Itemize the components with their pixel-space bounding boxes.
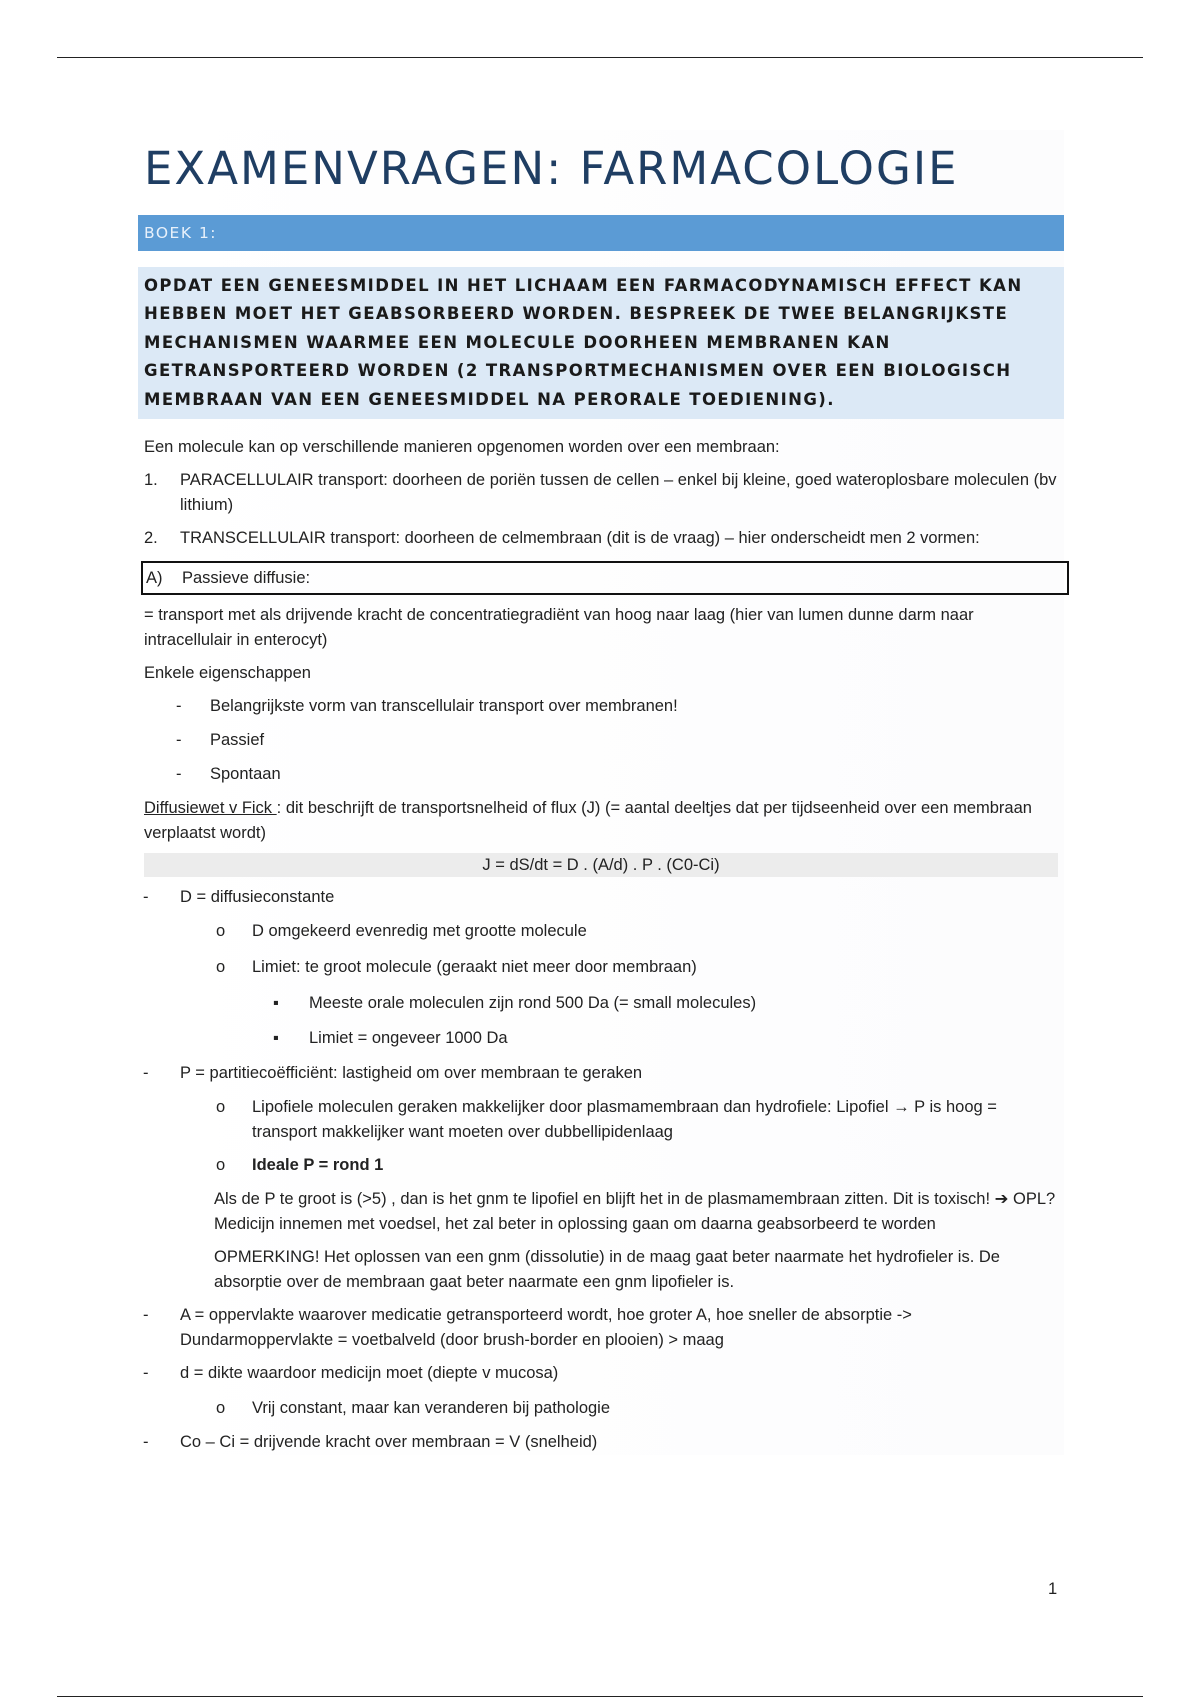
list-item: - Co – Ci = drijvende kracht over membraan = V (snelheid) <box>143 1433 598 1451</box>
list-item: - D = diffusieconstante <box>143 888 335 906</box>
p-note: OPMERKING! Het oplossen van een gnm (dissolutie) in de maag gaat beter naarmate het hydrofieler is. De absorptie over de membraan gaat beter naarmate een gnm lipofieler is. <box>214 1248 1000 1291</box>
list-item: o Lipofiele moleculen geraken makkelijker door plasmamembraan dan hydrofiele: Lipofiel → P is hoog = transport makkelijker want moeten over dubbellipidenlaag <box>216 1098 997 1141</box>
list-item: - Passief <box>176 731 265 749</box>
section-a-heading: A) Passieve diffusie: <box>141 561 1069 595</box>
page-number: 1 <box>1048 1580 1058 1598</box>
p-note: Als de P te groot is (>5) , dan is het gnm te lipofiel en blijft het in de plasmamembraan zitten. Dit is toxisch! ➔ OPL? Medicijn innemen met voedsel, het zal beter in oplossing gaan om daarna geabsorbeerd te worden <box>214 1190 1056 1233</box>
list-item: - A = oppervlakte waarover medicatie getransporteerd wordt, hoe groter A, hoe sneller de absorptie -> Dundarmoppervlakte = voetbalveld (door brush-border en plooien) > maag <box>143 1306 912 1349</box>
fick-formula: J = dS/dt = D . (A/d) . P . (C0-Ci) <box>144 853 1058 877</box>
list-item: - d = dikte waardoor medicijn moet (diepte v mucosa) <box>143 1364 559 1382</box>
document-title: EXAMENVRAGEN: FARMACOLOGIE <box>144 142 959 195</box>
header-rule <box>57 57 1143 58</box>
heading-boek: BOEK 1: <box>138 215 1064 251</box>
list-item: ▪ Limiet = ongeveer 1000 Da <box>273 1029 508 1047</box>
fick-paragraph: Diffusiewet v Fick : dit beschrijft de transportsnelheid of flux (J) (= aantal deeltjes dat per tijdseenheid over een membraan verplaatst wordt) <box>144 799 1032 842</box>
footer-rule <box>57 1696 1143 1697</box>
list-item: o Ideale P = rond 1 <box>216 1156 384 1174</box>
list-item: - Spontaan <box>176 765 281 783</box>
list-item: o Vrij constant, maar kan veranderen bij pathologie <box>216 1399 611 1417</box>
list-item: - P = partitiecoëfficiënt: lastigheid om over membraan te geraken <box>143 1064 643 1082</box>
numbered-item: 1. PARACELLULAIR transport: doorheen de poriën tussen de cellen – enkel bij kleine, goed wateroplosbare moleculen (bv lithium) <box>144 471 1057 514</box>
fick-label: Diffusiewet v Fick <box>144 799 277 817</box>
numbered-item: 2. TRANSCELLULAIR transport: doorheen de celmembraan (dit is de vraag) – hier onderscheidt men 2 vormen: <box>144 529 980 547</box>
definition-text: = transport met als drijvende kracht de concentratiegradiënt van hoog naar laag (hier van lumen dunne darm naar intracellulair in enterocyt) <box>144 606 974 649</box>
list-item: o Limiet: te groot molecule (geraakt niet meer door membraan) <box>216 958 697 976</box>
list-item: ▪ Meeste orale moleculen zijn rond 500 Da (= small molecules) <box>273 994 757 1012</box>
intro-text: Een molecule kan op verschillende manieren opgenomen worden over een membraan: <box>144 438 780 456</box>
properties-label: Enkele eigenschappen <box>144 664 311 682</box>
exam-question: OPDAT EEN GENEESMIDDEL IN HET LICHAAM EEN FARMACODYNAMISCH EFFECT KAN HEBBEN MOET HET GEABSORBEERD WORDEN. BESPREEK DE TWEE BELANGRIJKSTE MECHANISMEN WAARMEE EEN MOLECULE DOORHEEN MEMBRANEN KAN GETRANSPORTEERD WORDEN (2 TRANSPORTMECHANISMEN OVER EEN BIOLOGISCH MEMBRAAN VAN EEN GENEESMIDDEL NA PERORALE TOEDIENING). <box>138 267 1064 420</box>
list-item: - Belangrijkste vorm van transcellulair transport over membranen! <box>176 697 678 715</box>
document-page <box>138 130 1064 1455</box>
list-item: o D omgekeerd evenredig met grootte molecule <box>216 922 587 940</box>
